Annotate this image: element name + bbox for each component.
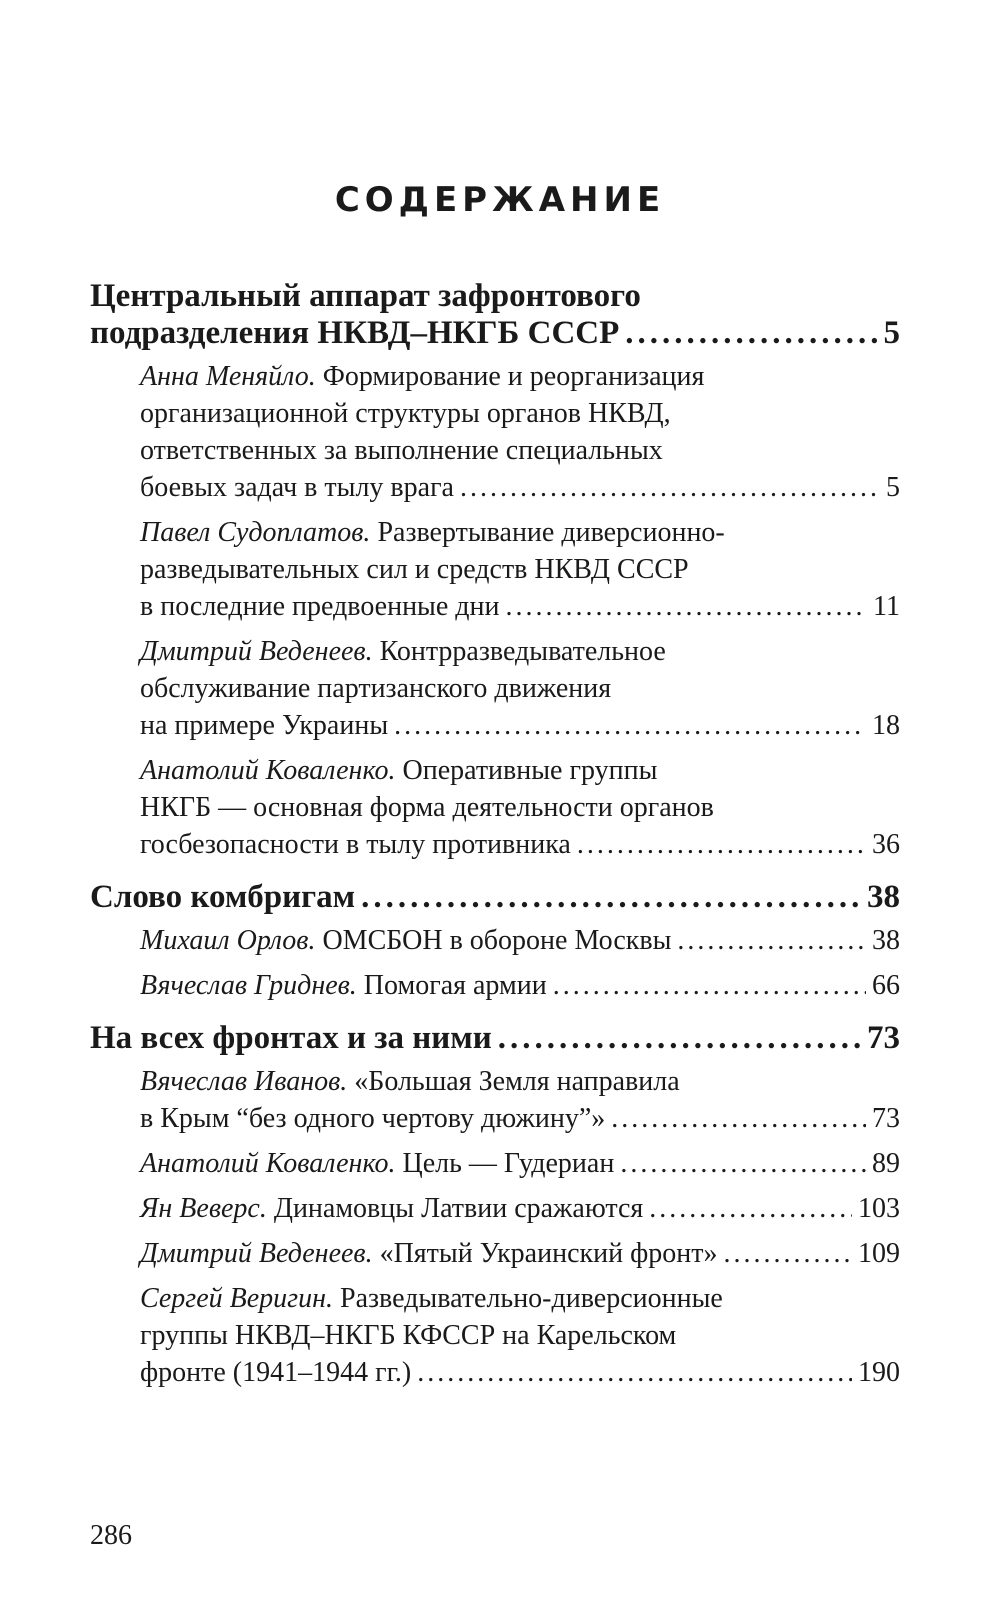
dot-leader	[649, 1190, 852, 1227]
toc-entry[interactable]	[140, 1280, 900, 1391]
entry-author: Анна Меняйло.	[140, 361, 316, 392]
entry-page: 38	[872, 925, 900, 956]
entry-author: Анатолий Коваленко.	[140, 755, 396, 786]
section-title[interactable]	[90, 879, 900, 916]
entry-title-line: фронте (1941–1944 гг.)	[140, 1357, 412, 1388]
section-page: 73	[867, 1020, 900, 1056]
entry-title-line: госбезопасности в тылу противника	[140, 829, 571, 860]
entry-title-line: ОМСБОН в обороне Москвы	[322, 925, 672, 956]
dot-leader	[553, 967, 866, 1004]
entry-author: Павел Судоплатов.	[140, 517, 371, 548]
dot-leader	[611, 1100, 866, 1137]
entry-author: Дмитрий Веденеев.	[140, 1238, 373, 1269]
toc-section	[90, 1020, 900, 1391]
dot-leader	[498, 1020, 861, 1057]
entry-page: 36	[872, 829, 900, 860]
entry-title-line: Контрразведывательное	[379, 636, 666, 667]
toc-entry[interactable]	[140, 514, 900, 625]
toc-entry[interactable]	[140, 1235, 900, 1272]
dot-leader	[723, 1235, 852, 1272]
entry-title-line: обслуживание партизанского движения	[140, 673, 612, 704]
entry-page: 66	[872, 970, 900, 1001]
entry-title-line: в последние предвоенные дни	[140, 591, 500, 622]
entry-title-line: Цель — Гудериан	[402, 1148, 615, 1179]
entry-title-line: Помогая армии	[363, 970, 547, 1001]
toc-section	[90, 278, 900, 863]
dot-leader	[417, 1354, 852, 1391]
page-title: СОДЕРЖАНИЕ	[334, 180, 666, 220]
section-page: 38	[867, 879, 900, 915]
dot-leader	[677, 922, 866, 959]
entry-title-line: «Большая Земля направила	[354, 1066, 680, 1097]
toc-entry[interactable]	[140, 358, 900, 506]
table-of-contents	[90, 278, 900, 1407]
entry-page: 18	[872, 710, 900, 741]
entry-page: 89	[872, 1148, 900, 1179]
entry-title-line: организационной структуры органов НКВД,	[140, 398, 671, 429]
dot-leader	[460, 469, 880, 506]
toc-entry[interactable]	[140, 633, 900, 744]
entry-page: 190	[858, 1357, 900, 1388]
entry-author: Михаил Орлов.	[140, 925, 316, 956]
entry-page: 11	[873, 591, 900, 622]
page-number: 286	[90, 1520, 132, 1551]
entry-page: 73	[872, 1103, 900, 1134]
toc-entry[interactable]	[140, 967, 900, 1004]
section-page: 5	[883, 315, 900, 351]
entry-title-line: Развертывание диверсионно-	[377, 517, 725, 548]
entry-title-line: группы НКВД–НКГБ КФССР на Карельском	[140, 1320, 677, 1351]
toc-section	[90, 879, 900, 1004]
entry-author: Анатолий Коваленко.	[140, 1148, 396, 1179]
entry-title-line: «Пятый Украинский фронт»	[379, 1238, 718, 1269]
section-title-line: подразделения НКВД–НКГБ СССР	[90, 315, 620, 351]
section-title-line: Слово комбригам	[90, 879, 356, 915]
section-title-line: Центральный аппарат зафронтового	[90, 278, 641, 314]
entry-title-line: НКГБ — основная форма деятельности органов	[140, 792, 714, 823]
entry-page: 103	[858, 1193, 900, 1224]
section-title-line: На всех фронтах и за ними	[90, 1020, 492, 1056]
dot-leader	[620, 1145, 866, 1182]
entry-title-line: Формирование и реорганизация	[322, 361, 705, 392]
entry-author: Вячеслав Гриднев.	[140, 970, 357, 1001]
toc-entry[interactable]	[140, 1190, 900, 1227]
entry-title-line: на примере Украины	[140, 710, 389, 741]
entry-author: Ян Веверс.	[140, 1193, 267, 1224]
entry-page: 109	[858, 1238, 900, 1269]
entry-title-line: разведывательных сил и средств НКВД СССР	[140, 554, 689, 585]
toc-entry[interactable]	[140, 1145, 900, 1182]
toc-entry[interactable]	[140, 1063, 900, 1137]
dot-leader	[577, 826, 866, 863]
dot-leader	[361, 879, 861, 916]
dot-leader	[394, 707, 866, 744]
dot-leader	[506, 588, 868, 625]
section-title[interactable]	[90, 1020, 900, 1057]
entry-title-line: в Крым “без одного чертову дюжину”»	[140, 1103, 606, 1134]
section-title[interactable]	[90, 278, 900, 352]
toc-entry[interactable]	[140, 922, 900, 959]
toc-entry[interactable]	[140, 752, 900, 863]
entry-title-line: Динамовцы Латвии сражаются	[273, 1193, 644, 1224]
entry-title-line: Разведывательно-диверсионные	[340, 1283, 723, 1314]
entry-page: 5	[886, 472, 900, 503]
entry-title-line: ответственных за выполнение специальных	[140, 435, 663, 466]
entry-author: Дмитрий Веденеев.	[140, 636, 373, 667]
entry-title-line: боевых задач в тылу врага	[140, 472, 454, 503]
entry-title-line: Оперативные группы	[402, 755, 658, 786]
dot-leader	[625, 315, 877, 352]
entry-author: Сергей Веригин.	[140, 1283, 333, 1314]
entry-author: Вячеслав Иванов.	[140, 1066, 348, 1097]
